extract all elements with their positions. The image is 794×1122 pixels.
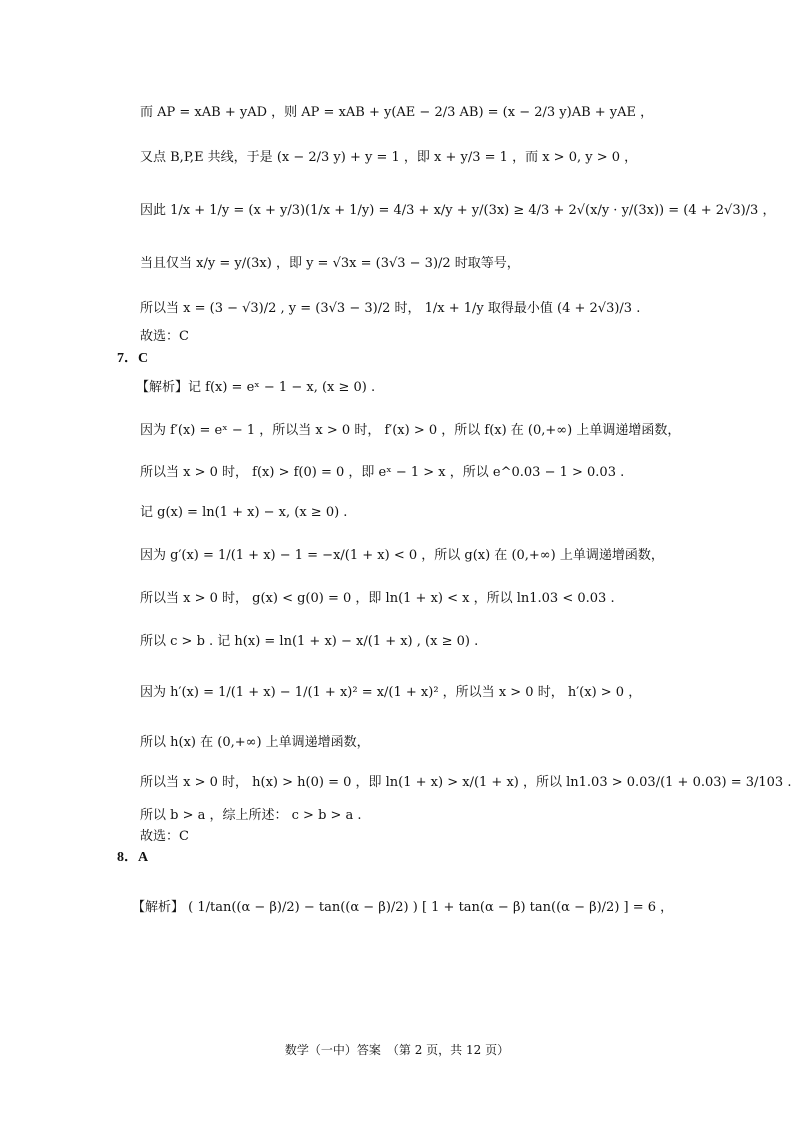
page-footer: 数学（一中）答案 （第 2 页，共 12 页）	[284, 1043, 510, 1057]
text-line-17: 所以 b > a ，综上所述： c > b > a .	[140, 808, 362, 823]
answer-choice-6: 故选：C	[140, 329, 189, 344]
text-line-15: 所以 h(x) 在 (0,+∞) 上单调递增函数，	[140, 735, 370, 750]
text-line-7: 【解析】记 f(x) = eˣ − 1 − x, (x ≥ 0) .	[136, 380, 376, 395]
text-line-1: 而 AP = xAB + yAD ，则 AP = xAB + y(AE − 2/3 AB) = (x − 2/3 y)AB + yAE ，	[140, 105, 654, 120]
answer-choice-7: 故选：C	[140, 829, 189, 844]
text-line-10: 记 g(x) = ln(1 + x) − x, (x ≥ 0) .	[140, 505, 348, 520]
text-line-3: 因此 1/x + 1/y = (x + y/3)(1/x + 1/y) = 4/3 + x/y + y/(3x) ≥ 4/3 + 2√(x/y · y/(3x)) = (4 + 2√3)/3 ，	[140, 203, 776, 218]
text-line-2: 又点 B,P,E 共线，于是 (x − 2/3 y) + y = 1 ，即 x + y/3 = 1 ，而 x > 0, y > 0 ，	[140, 150, 638, 165]
text-line-16: 所以当 x > 0 时， h(x) > h(0) = 0 ，即 ln(1 + x) > x/(1 + x) ，所以 ln1.03 > 0.03/(1 + 0.03) = 3/103 .	[140, 775, 792, 790]
text-line-8: 因为 f′(x) = eˣ − 1 ，所以当 x > 0 时， f′(x) > 0 ，所以 f(x) 在 (0,+∞) 上单调递增函数，	[140, 423, 681, 438]
text-line-13: 所以 c > b . 记 h(x) = ln(1 + x) − x/(1 + x) , (x ≥ 0) .	[140, 634, 479, 649]
question-7-label: 7．C	[117, 351, 149, 366]
text-line-14: 因为 h′(x) = 1/(1 + x) − 1/(1 + x)² = x/(1 + x)² ，所以当 x > 0 时， h′(x) > 0 ，	[140, 685, 642, 700]
text-line-5: 所以当 x = (3 − √3)/2 , y = (3√3 − 3)/2 时， 1/x + 1/y 取得最小值 (4 + 2√3)/3 .	[140, 301, 641, 316]
text-line-18: 【解析】 ( 1/tan((α − β)/2) − tan((α − β)/2) ) [ 1 + tan(α − β) tan((α − β)/2) ] = 6 ，	[132, 900, 674, 915]
text-line-4: 当且仅当 x/y = y/(3x) ，即 y = √3x = (3√3 − 3)/2 时取等号，	[140, 256, 520, 271]
text-line-11: 因为 g′(x) = 1/(1 + x) − 1 = −x/(1 + x) < 0 ，所以 g(x) 在 (0,+∞) 上单调递增函数，	[140, 548, 664, 563]
text-line-9: 所以当 x > 0 时， f(x) > f(0) = 0 ，即 eˣ − 1 > x ，所以 e^0.03 − 1 > 0.03 .	[140, 465, 625, 480]
text-line-12: 所以当 x > 0 时， g(x) < g(0) = 0 ，即 ln(1 + x) < x ，所以 ln1.03 < 0.03 .	[140, 591, 615, 606]
question-8-label: 8．A	[117, 850, 149, 865]
